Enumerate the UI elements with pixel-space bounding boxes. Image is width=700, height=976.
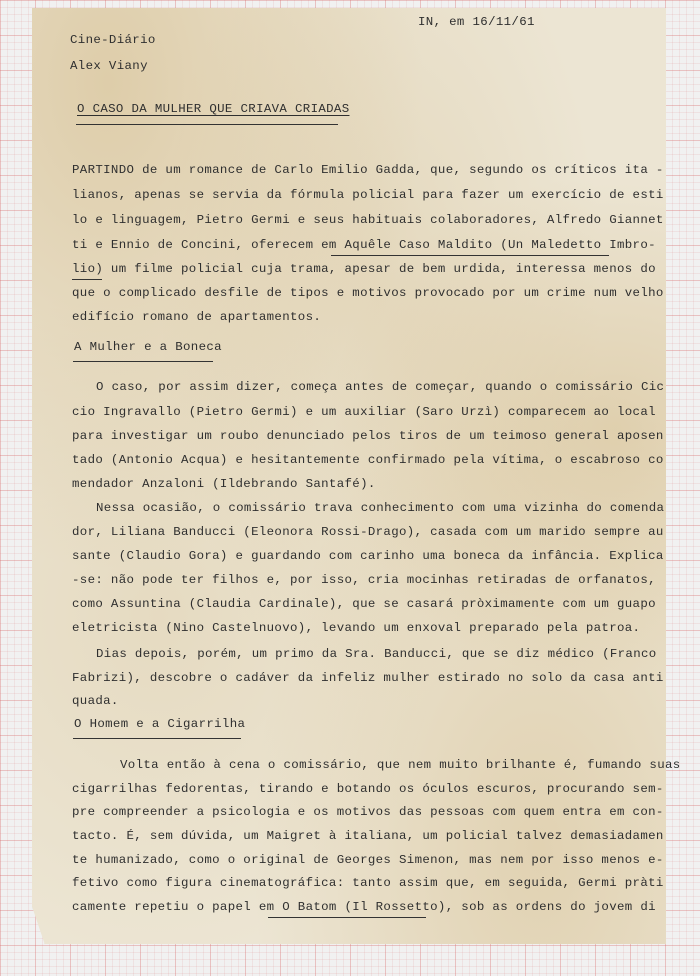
s1-line-2: cio Ingravallo (Pietro Germi) e um auxiliar (Saro Urzì) comparecem ao local — [72, 405, 656, 419]
batom-title-underline — [268, 917, 426, 918]
s1-line-6: Nessa ocasião, o comissário trava conhecimento com uma vizinha do comenda — [96, 501, 665, 515]
place-date: IN, em 16/11/61 — [418, 15, 535, 29]
intro-line-7: edifício romano de apartamentos. — [72, 310, 322, 324]
s2-line-4: tacto. É, sem dúvida, um Maigret à italiana, um policial talvez demasiadamen — [72, 829, 664, 843]
film-title-underline — [331, 255, 609, 256]
s1-line-10: como Assuntina (Claudia Cardinale), que se casará pròximamente com um guapo — [72, 597, 656, 611]
film-title-underline-cont — [72, 279, 102, 280]
s2-line-5: te humanizado, como o original de Georges Simenon, mas nem por isso menos e- — [72, 853, 664, 867]
s1-line-3: para investigar um roubo denunciado pelos tiros de um teimoso general aposen — [72, 429, 664, 443]
author-name: Alex Viany — [70, 59, 148, 73]
s1-line-14: quada. — [72, 694, 119, 708]
intro-line-5: lio) um filme policial cuja trama, apesar de bem urdida, interessa menos do — [72, 262, 656, 276]
title-double-rule — [76, 124, 338, 125]
section-heading-homem-cigarrilha: O Homem e a Cigarrilha — [74, 717, 246, 731]
s1-line-12: Dias depois, porém, um primo da Sra. Banducci, que se diz médico (Franco — [96, 647, 657, 661]
s1-line-11: eletricista (Nino Castelnuovo), levando um enxoval preparado pela patroa. — [72, 621, 641, 635]
s2-line-2: cigarrilhas fedorentas, tirando e botando os óculos escuros, procurando sem- — [72, 782, 664, 796]
intro-line-6: que o complicado desfile de tipos e motivos provocado por um crime num velho — [72, 286, 664, 300]
s2-line-6: fetivo como figura cinematográfica: tanto assim que, em seguida, Germi pràti — [72, 876, 664, 890]
column-name: Cine-Diário — [70, 33, 156, 47]
s1-line-13: Fabrizi), descobre o cadáver da infeliz mulher estirado no solo da casa anti — [72, 671, 664, 685]
s1-line-1: O caso, por assim dizer, começa antes de começar, quando o comissário Cic — [96, 380, 665, 394]
s2-line-3: pre compreender a psicologia e os motivos das pessoas com quem entra em con- — [72, 805, 664, 819]
section2-heading-rule — [73, 738, 241, 739]
s1-line-4: tado (Antonio Acqua) e hesitantemente confirmado pela vítima, o escabroso co — [72, 453, 664, 467]
intro-line-3: lo e linguagem, Pietro Germi e seus habituais colaboradores, Alfredo Giannet — [72, 213, 664, 227]
typewritten-page — [32, 8, 666, 944]
s1-line-5: mendador Anzaloni (Ildebrando Santafé). — [72, 477, 376, 491]
section-heading-mulher-boneca: A Mulher e a Boneca — [74, 340, 222, 354]
s1-line-9: -se: não pode ter filhos e, por isso, cria mocinhas retiradas de orfanatos, — [72, 573, 656, 587]
article-title: O CASO DA MULHER QUE CRIAVA CRIADAS — [77, 102, 350, 116]
s1-line-7: dor, Liliana Banducci (Eleonora Rossi-Drago), casada com um marido sempre au — [72, 525, 664, 539]
s2-line-7: camente repetiu o papel em O Batom (Il Rossetto), sob as ordens do jovem di — [72, 900, 656, 914]
s2-line-1: Volta então à cena o comissário, que nem muito brilhante é, fumando suas — [120, 758, 681, 772]
section-heading-rule — [73, 361, 213, 362]
intro-line-4: ti e Ennio de Concini, oferecem em Aquêle Caso Maldito (Un Maledetto Imbro- — [72, 238, 656, 252]
intro-line-1: PARTINDO de um romance de Carlo Emilio Gadda, que, segundo os críticos ita - — [72, 163, 664, 177]
s1-line-8: sante (Claudio Gora) e guardando com carinho uma boneca da infância. Explica — [72, 549, 664, 563]
intro-line-2: lianos, apenas se servia da fórmula policial para fazer um exercício de esti — [72, 188, 664, 202]
